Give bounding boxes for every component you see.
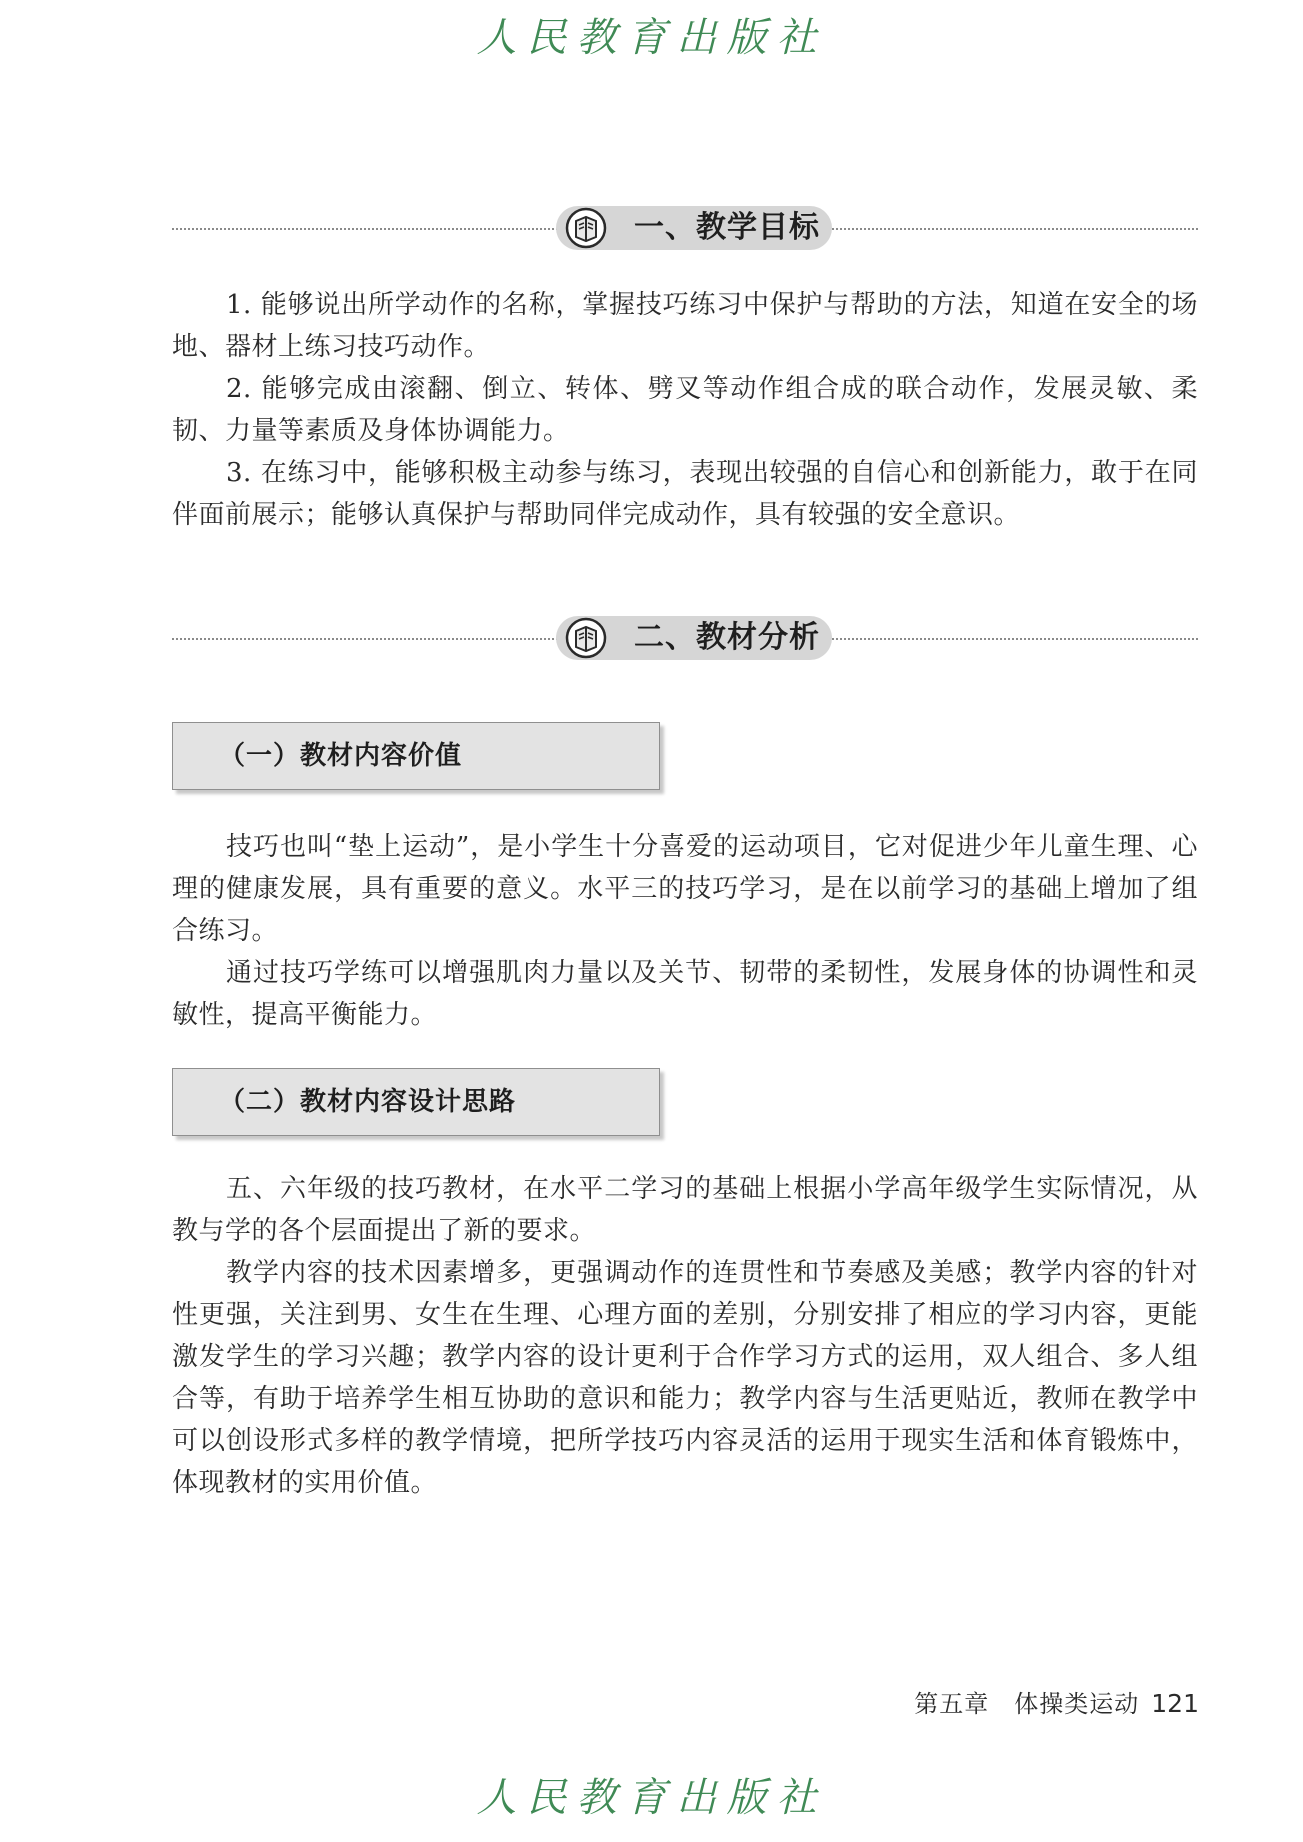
paragraph: 技巧也叫“垫上运动”，是小学生十分喜爱的运动项目，它对促进少年儿童生理、心理的健康发展，具有重要的意义。水平三的技巧学习，是在以前学习的基础上增加了组合练习。 [172,832,1198,946]
subsection-title: （一）教材内容价值 [219,741,463,771]
subsection-title: （二）教材内容设计思路 [219,1087,517,1117]
paragraph: 五、六年级的技巧教材，在水平二学习的基础上根据小学高年级学生实际情况，从教与学的各个层面提出了新的要求。 [172,1174,1198,1246]
page-number: 121 [1151,1689,1199,1718]
section-title: 二、教材分析 [634,620,820,655]
paragraph: 2. 能够完成由滚翻、倒立、转体、劈叉等动作组合成的联合动作，发展灵敏、柔韧、力量等素质及身体协调能力。 [172,374,1198,446]
book-icon [564,616,608,660]
book-icon [564,206,608,250]
section-title: 一、教学目标 [634,210,820,245]
paragraph: 3. 在练习中，能够积极主动参与练习，表现出较强的自信心和创新能力，敢于在同伴面前展示；能够认真保护与帮助同伴完成动作，具有较强的安全意识。 [172,458,1198,530]
publisher-logo-bottom: 人民教育出版社 [476,1775,827,1821]
paragraph: 教学内容的技术因素增多，更强调动作的连贯性和节奏感及美感；教学内容的针对性更强，关注到男、女生在生理、心理方面的差别，分别安排了相应的学习内容，更能激发学生的学习兴趣；教学内容的设计更利于合作学习方式的运用，双人组合、多人组合等，有助于培养学生相互协助的意识和能力；教学内容与生活更贴近，教师在教学中可以创设形式多样的教学情境，把所学技巧内容灵活的运用于现实生活和体育锻炼中，体现教材的实用价值。 [172,1258,1198,1498]
subsection-header-content-value [172,722,660,790]
publisher-logo-top: 人民教育出版社 [476,15,827,61]
paragraph: 通过技巧学练可以增强肌肉力量以及关节、韧带的柔韧性，发展身体的协调性和灵敏性，提高平衡能力。 [172,958,1198,1030]
section-header-teaching-goals [172,204,1198,252]
subsection-header-design-idea [172,1068,660,1136]
section-header-material-analysis [172,614,1198,662]
chapter-label: 第五章 体操类运动 [914,1690,1140,1718]
paragraph: 1. 能够说出所学动作的名称，掌握技巧练习中保护与帮助的方法，知道在安全的场地、器材上练习技巧动作。 [172,290,1198,362]
page-footer [914,1688,1199,1720]
